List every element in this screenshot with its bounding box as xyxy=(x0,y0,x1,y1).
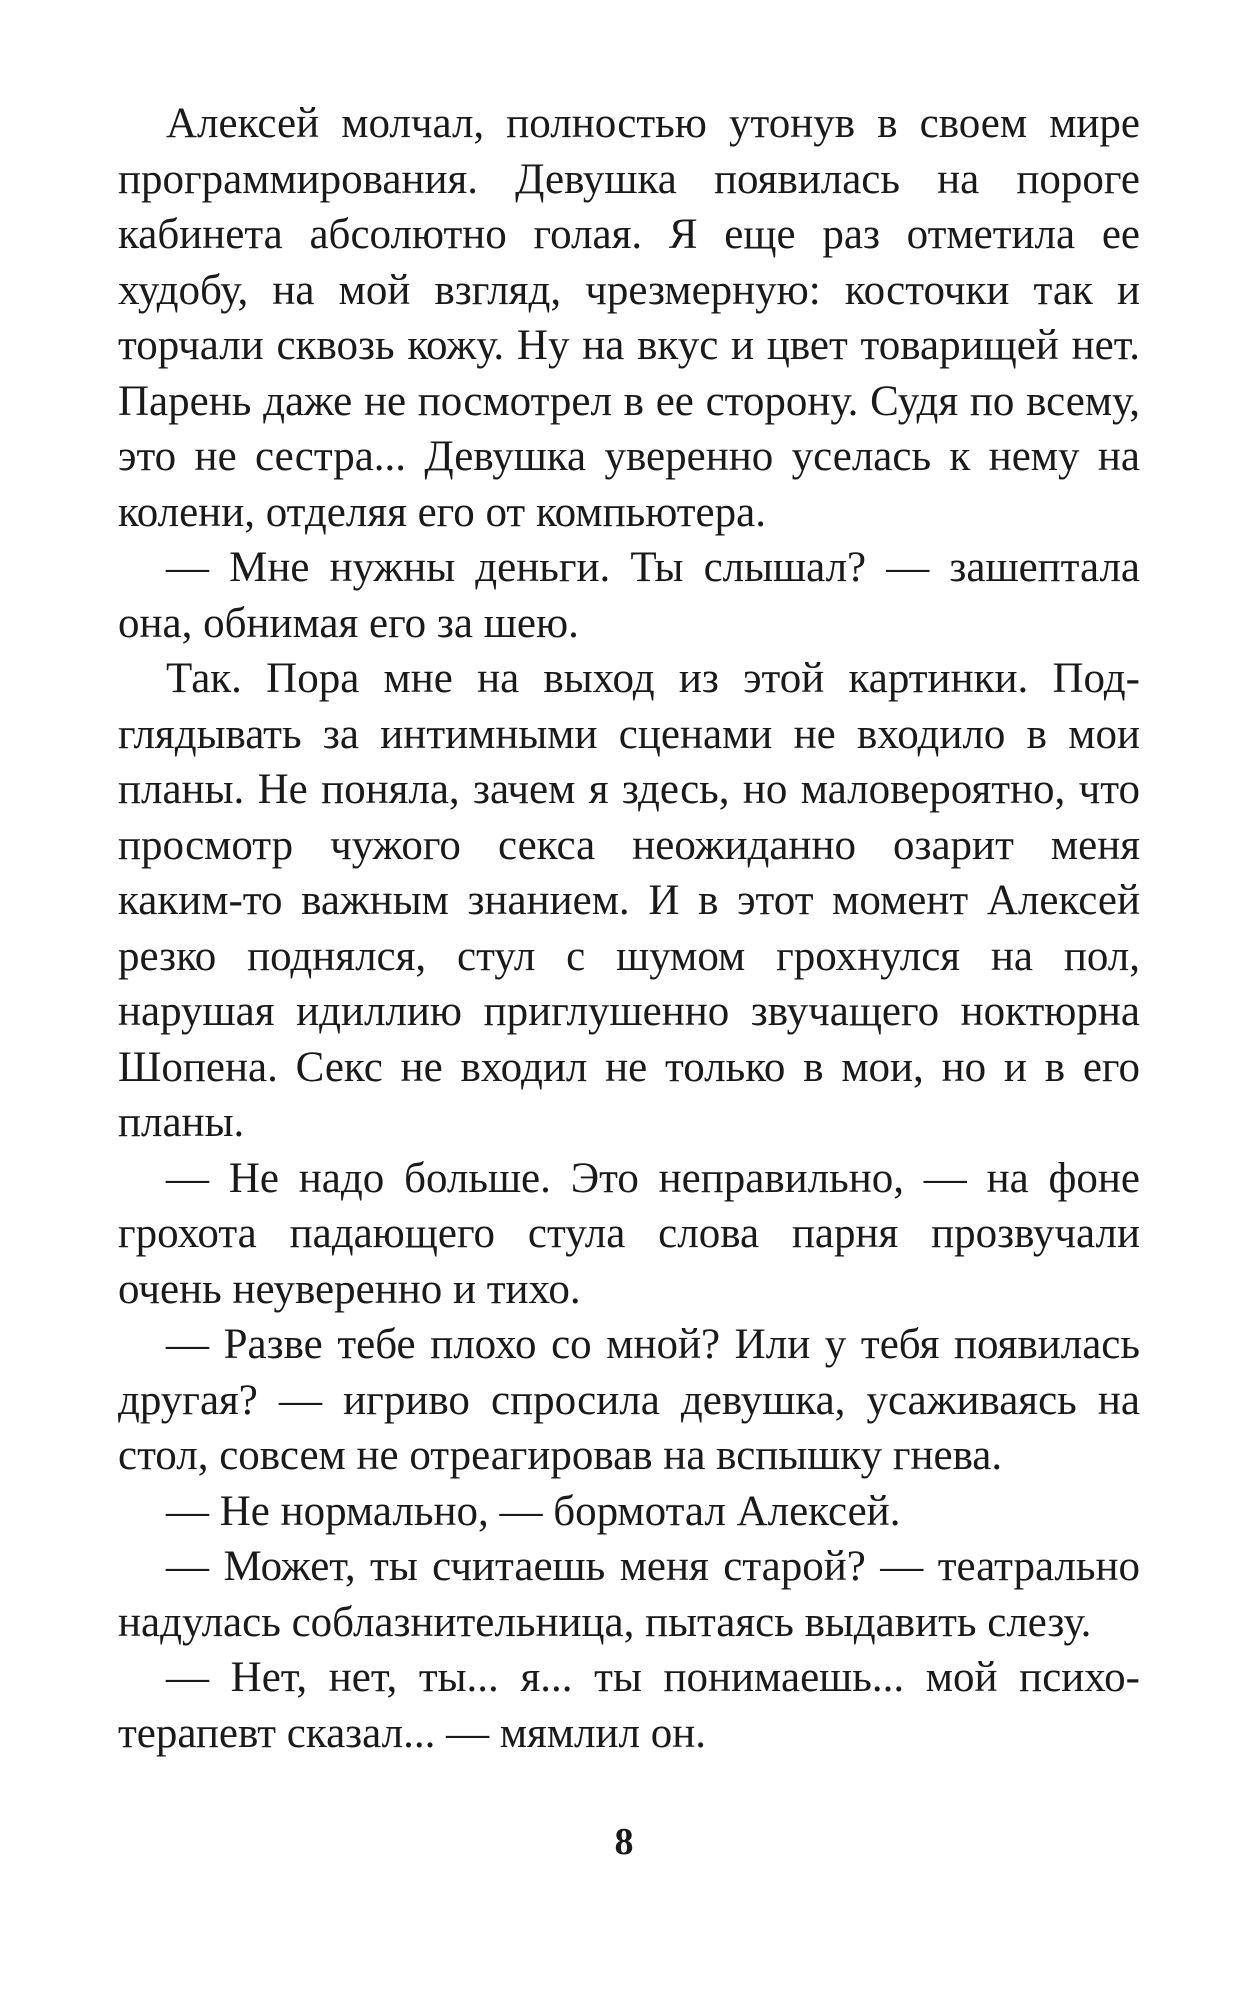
paragraph-3: Так. Пора мне на выход из этой картинки. Подглядывать за интимными сценами не входило в мои планы. Не поняла, зачем я здесь, но маловероятно, что просмотр чужого секса неожиданно озарит меня каким-то важным знанием. И в этот момент Алексей резко поднялся, стул с шумом грохнулся на пол, нарушая идиллию приглушенно звучащего ноктюрна Шопена. Секс не входил не только в мои, но и в его планы. xyxy=(118,655,1140,1146)
paragraph-1: Алексей молчал, полностью утонув в своем мире программирования. Девушка появилась на пороге кабинета абсолютно голая. Я еще раз отметила ее худобу, на мой взгляд, чрезмерную: косточки так и торчали сквозь кожу. Ну на вкус и цвет товарищей нет. Парень даже не посмотрел в ее сторону. Судя по всему, это не сестра... Девушка уверенно уселась к нему на колени, отделяя его от компьютера. xyxy=(118,100,1140,536)
paragraph-5: — Разве тебе плохо со мной? Или у тебя появилась другая? — игриво спросила девушка, усаживаясь на стол, совсем не отреагировав на вспышку гнева. xyxy=(118,1321,1140,1479)
paragraph-6: — Не нормально, — бормотал Алексей. xyxy=(166,1487,901,1535)
paragraph-4: — Не надо больше. Это неправильно, — на фоне грохота падающего стула слова парня прозвучали очень неуверенно и тихо. xyxy=(118,1154,1140,1313)
paragraph-2: — Мне нужны деньги. Ты слышал? — зашептала она, обнимая его за шею. xyxy=(118,544,1140,647)
page-number: 8 xyxy=(614,1821,634,1863)
paragraph-7: — Может, ты считаешь меня старой? — театрально надулась соблазнительница, пытаясь выдавить слезу. xyxy=(118,1543,1140,1646)
paragraph-8: — Нет, нет, ты... я... ты понимаешь... мой психотерапевт сказал... — мямлил он. xyxy=(118,1654,1140,1757)
body-text xyxy=(118,96,1140,1761)
